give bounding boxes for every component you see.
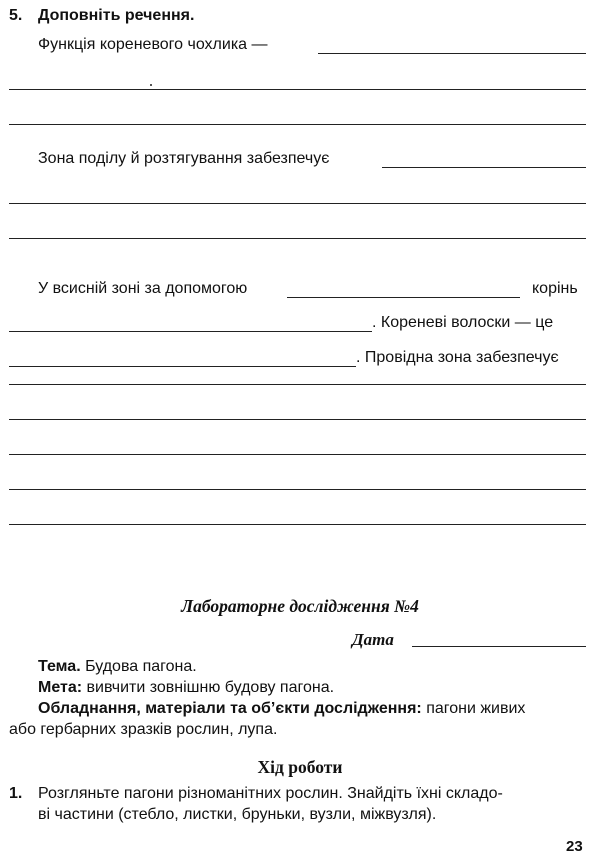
step-number: 1. xyxy=(9,785,23,802)
answer-line[interactable] xyxy=(382,167,586,168)
answer-line[interactable] xyxy=(9,489,586,490)
answer-line[interactable] xyxy=(9,89,586,90)
answer-line[interactable] xyxy=(9,419,586,420)
answer-line[interactable] xyxy=(9,384,586,385)
answer-line[interactable] xyxy=(318,53,586,54)
progress-title: Хід роботи xyxy=(257,757,343,777)
sentence-root-hairs: . Кореневі волоски — це xyxy=(372,314,554,331)
equipment-text: пагони живих xyxy=(426,700,526,717)
goal-row xyxy=(38,679,334,697)
sentence-root-word: корінь xyxy=(532,280,578,297)
task-heading: Доповніть речення. xyxy=(38,7,195,24)
topic-row xyxy=(38,658,197,676)
date-label: Дата xyxy=(352,630,394,649)
page-number: 23 xyxy=(566,838,583,855)
answer-line[interactable] xyxy=(9,203,586,204)
sentence-division-zone: Зона поділу й розтягування забезпечує xyxy=(38,150,330,167)
goal-text: вивчити зовнішню будову пагона. xyxy=(86,679,335,696)
answer-line[interactable] xyxy=(9,454,586,455)
equipment-label: Обладнання, матеріали та об’єкти дослідження: xyxy=(38,700,422,717)
sentence-absorption-zone: У всисній зоні за допомогою xyxy=(38,280,248,297)
task-number: 5. xyxy=(9,7,23,24)
step-text-line2: ві частини (стебло, листки, бруньки, вузли, міжвузля). xyxy=(38,806,437,823)
answer-line[interactable] xyxy=(287,297,520,298)
topic-text: Будова пагона. xyxy=(85,658,197,675)
equipment-row xyxy=(38,700,525,718)
date-line[interactable] xyxy=(412,646,586,647)
goal-label: Мета: xyxy=(38,679,83,696)
answer-line[interactable] xyxy=(9,238,586,239)
ink-dot xyxy=(150,84,152,86)
answer-line[interactable] xyxy=(9,366,356,367)
answer-line[interactable] xyxy=(9,331,372,332)
lab-title: Лабораторне дослідження №4 xyxy=(181,596,419,616)
answer-line[interactable] xyxy=(9,124,586,125)
sentence-conducting-zone: . Провідна зона забезпечує xyxy=(356,349,559,366)
sentence-root-cap: Функція кореневого чохлика — xyxy=(38,36,268,53)
equipment-text-continued: або гербарних зразків рослин, лупа. xyxy=(9,721,278,738)
topic-label: Тема. xyxy=(38,658,81,675)
step-text-line1: Розгляньте пагони різноманітних рослин. Знайдіть їхні складо- xyxy=(38,785,503,802)
answer-line[interactable] xyxy=(9,524,586,525)
